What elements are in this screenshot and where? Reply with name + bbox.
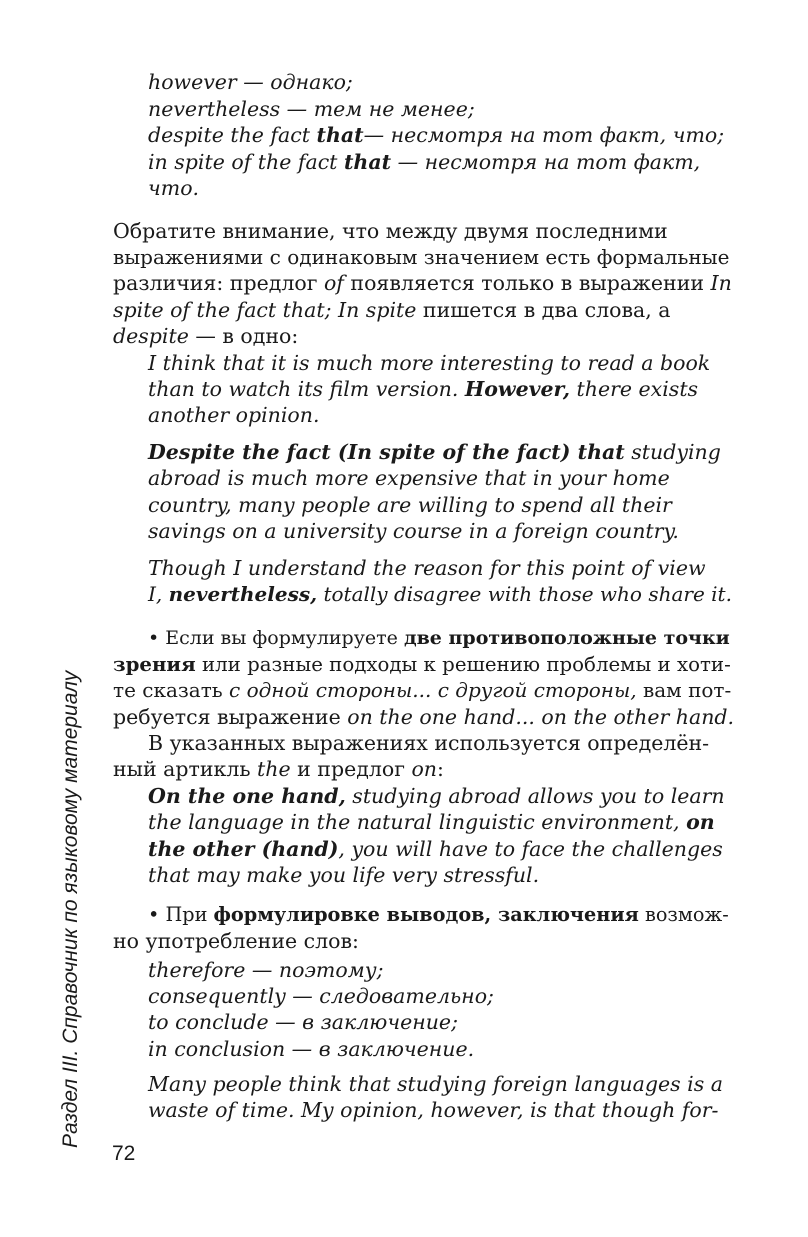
vocab-however: however — однако; [148, 70, 353, 94]
section-sidebar-label: Раздел III. Справочник по языковому материалу [59, 670, 82, 1148]
example5-line2: waste of time. My opinion, however, is that though for- [148, 1098, 719, 1122]
example2-line4: savings on a university course in a foreign country. [148, 519, 679, 543]
example4-line1: On the one hand, studying abroad allows you to learn [148, 784, 725, 808]
example1-line1: I think that it is much more interesting to read a book [148, 351, 711, 375]
para1-line2: выражениями с одинаковым значением есть формальные [113, 245, 730, 269]
example2-line1: Despite the fact (In spite of the fact) that studying [148, 440, 721, 464]
para2-line3: те сказать с одной стороны... с другой стороны, вам пот- [113, 678, 732, 702]
page-number: 72 [112, 1142, 136, 1165]
para1-line1: Обратите внимание, что между двумя последними [113, 219, 668, 243]
vocab-in-spite-cont: что. [148, 176, 200, 200]
para2-line6: ный артикль the и предлог on: [113, 757, 444, 781]
example4-line2: the language in the natural linguistic environment, on [148, 810, 715, 834]
example4-line4: that may make you life very stressful. [148, 863, 540, 887]
para1-line5: despite — в одно: [113, 324, 299, 348]
para3-line2: но употребление слов: [113, 929, 359, 953]
vocab-to-conclude: to conclude — в заключение; [148, 1010, 458, 1034]
vocab-nevertheless: nevertheless — тем не менее; [148, 97, 475, 121]
para1-line4: spite of the fact that; In spite пишется в два слова, а [113, 298, 671, 322]
example2-line3: country, many people are willing to spend all their [148, 493, 672, 517]
example4-line3: the other (hand), you will have to face the challenges [148, 837, 723, 861]
vocab-in-spite: in spite of the fact that — несмотря на тот факт, [148, 150, 701, 174]
para2-line2: зрения или разные подходы к решению проблемы и хоти- [113, 652, 731, 676]
example3-line1: Though I understand the reason for this point of view [148, 556, 706, 580]
vocab-therefore: therefore — поэтому; [148, 958, 384, 982]
example3-line2: I, nevertheless, totally disagree with those who share it. [148, 582, 732, 606]
para3-line1: • При формулировке выводов, заключения возмож- [148, 903, 729, 926]
vocab-despite: despite the fact that— несмотря на тот факт, что; [148, 123, 725, 147]
para2-line5: В указанных выражениях используется определён- [148, 731, 710, 755]
vocab-in-conclusion: in conclusion — в заключение. [148, 1037, 475, 1061]
example5-line1: Many people think that studying foreign languages is a [148, 1072, 723, 1096]
para1-line3: различия: предлог of появляется только в выражении In [113, 271, 732, 295]
example1-line2: than to watch its film version. However, there exists [148, 377, 699, 401]
vocab-consequently: consequently — следовательно; [148, 984, 494, 1008]
example2-line2: abroad is much more expensive that in your home [148, 466, 670, 490]
para2-line1: • Если вы формулируете две противоположные точки [148, 627, 730, 649]
para2-line4: ребуется выражение on the one hand... on the other hand. [113, 705, 735, 729]
example1-line3: another opinion. [148, 403, 320, 427]
